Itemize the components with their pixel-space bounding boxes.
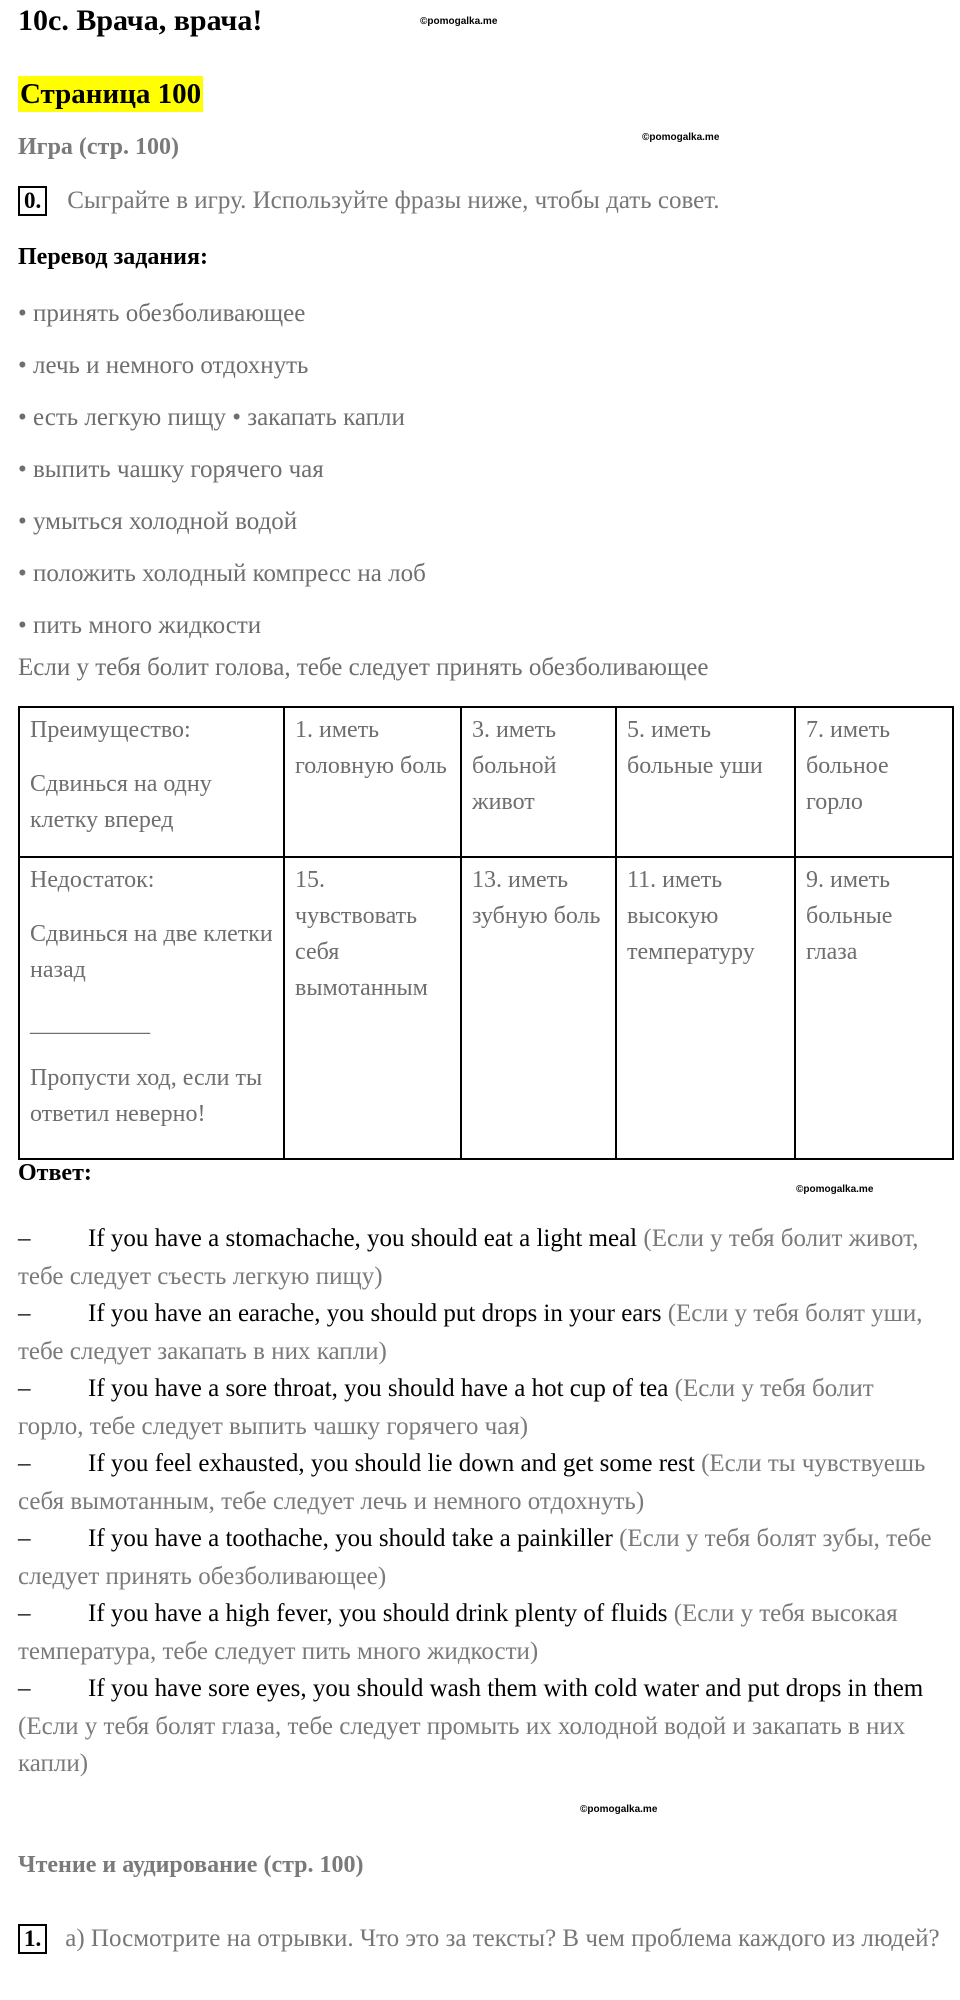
table-cell: 15. чувствовать себя вымотанным xyxy=(284,857,461,1159)
table-cell: 7. иметь больное горло xyxy=(795,707,953,857)
table-cell xyxy=(19,857,284,1159)
section-heading-reading: Чтение и аудирование (стр. 100) xyxy=(18,1852,364,1878)
disadvantage-label: Недостаток: xyxy=(30,867,155,893)
list-item: • принять обезболивающее xyxy=(18,300,306,327)
table-cell xyxy=(19,707,284,857)
skip-turn-rule: Пропусти ход, если ты ответил неверно! xyxy=(30,1065,263,1127)
advantage-rule: Сдвинься на одну клетку вперед xyxy=(30,771,212,833)
task-number: 0. xyxy=(18,186,47,216)
answer-russian: (Если у тебя болят глаза, тебе следует промыть их холодной водой и закапать в них капли) xyxy=(18,1712,906,1777)
task-text: Сыграйте в игру. Используйте фразы ниже, чтобы дать совет. xyxy=(67,187,720,214)
example-sentence: Если у тебя болит голова, тебе следует принять обезболивающее xyxy=(18,654,709,681)
answer-english: If you have a sore throat, you should have a hot cup of tea xyxy=(88,1375,669,1402)
task-number: 1. xyxy=(18,1924,47,1954)
dash: – xyxy=(18,1450,31,1477)
dash: – xyxy=(18,1675,31,1702)
answer-russian: (Если у тебя болит живот, тебе следует съесть легкую пищу) xyxy=(18,1225,919,1290)
watermark: ©pomogalka.me xyxy=(796,1184,874,1195)
list-item xyxy=(18,1520,942,1595)
dash: – xyxy=(18,1375,31,1402)
list-item xyxy=(18,1670,942,1783)
dash: – xyxy=(18,1300,31,1327)
table-cell: 9. иметь больные глаза xyxy=(795,857,953,1159)
separator-line: __________ xyxy=(30,1011,150,1037)
list-item: • есть легкую пищу • закапать капли xyxy=(18,404,405,431)
answer-english: If you have a toothache, you should take a painkiller xyxy=(88,1525,613,1552)
list-item xyxy=(18,1595,942,1670)
watermark: ©pomogalka.me xyxy=(642,132,720,143)
answer-heading: Ответ: xyxy=(18,1160,92,1186)
list-item: • положить холодный компресс на лоб xyxy=(18,560,426,587)
table-cell: 1. иметь головную боль xyxy=(284,707,461,857)
task-text: a) Посмотрите на отрывки. Что это за тексты? В чем проблема каждого из людей? xyxy=(65,1925,940,1952)
task-1 xyxy=(18,1920,942,1958)
list-item: • пить много жидкости xyxy=(18,612,262,639)
answer-english: If you have a high fever, you should drink plenty of fluids xyxy=(88,1600,668,1627)
answer-english: If you have a stomachache, you should eat a light meal xyxy=(88,1225,638,1252)
table-row xyxy=(19,857,953,1159)
answer-english: If you have sore eyes, you should wash them with cold water and put drops in them xyxy=(88,1675,924,1702)
translation-heading: Перевод задания: xyxy=(18,244,208,270)
table-cell: 3. иметь больной живот xyxy=(461,707,616,857)
watermark: ©pomogalka.me xyxy=(580,1804,658,1815)
advantage-label: Преимущество: xyxy=(30,717,191,743)
answer-russian: (Если у тебя болят уши, тебе следует закапать в них капли) xyxy=(18,1300,923,1365)
list-item: • лечь и немного отдохнуть xyxy=(18,352,309,379)
answer-russian: (Если ты чувствуешь себя вымотанным, тебе следует лечь и немного отдохнуть) xyxy=(18,1450,926,1515)
answer-russian: (Если у тебя болят зубы, тебе следует принять обезболивающее) xyxy=(18,1525,932,1590)
table-cell: 13. иметь зубную боль xyxy=(461,857,616,1159)
disadvantage-rule: Сдвинься на две клетки назад xyxy=(30,921,273,983)
table-cell: 5. иметь больные уши xyxy=(616,707,795,857)
watermark: ©pomogalka.me xyxy=(420,16,498,27)
list-item xyxy=(18,1220,942,1295)
answer-list xyxy=(18,1220,942,1783)
answer-russian: (Если у тебя высокая температура, тебе следует пить много жидкости) xyxy=(18,1600,898,1665)
answer-russian: (Если у тебя болит горло, тебе следует выпить чашку горячего чая) xyxy=(18,1375,874,1440)
page-heading: Страница 100 xyxy=(20,78,202,110)
list-item xyxy=(18,1445,942,1520)
dash: – xyxy=(18,1225,31,1252)
table-cell: 11. иметь высокую температуру xyxy=(616,857,795,1159)
answer-english: If you have an earache, you should put drops in your ears xyxy=(88,1300,662,1327)
dash: – xyxy=(18,1525,31,1552)
list-item: • умыться холодной водой xyxy=(18,508,298,535)
document-title: 10с. Врача, врача! xyxy=(18,4,263,37)
dash: – xyxy=(18,1600,31,1627)
section-heading-game: Игра (стр. 100) xyxy=(18,134,179,160)
list-item xyxy=(18,1370,942,1445)
list-item: • выпить чашку горячего чая xyxy=(18,456,324,483)
table-row xyxy=(19,707,953,857)
game-board-table xyxy=(18,706,954,1160)
list-item xyxy=(18,1295,942,1370)
answer-english: If you feel exhausted, you should lie down and get some rest xyxy=(88,1450,695,1477)
task-0 xyxy=(18,186,720,216)
